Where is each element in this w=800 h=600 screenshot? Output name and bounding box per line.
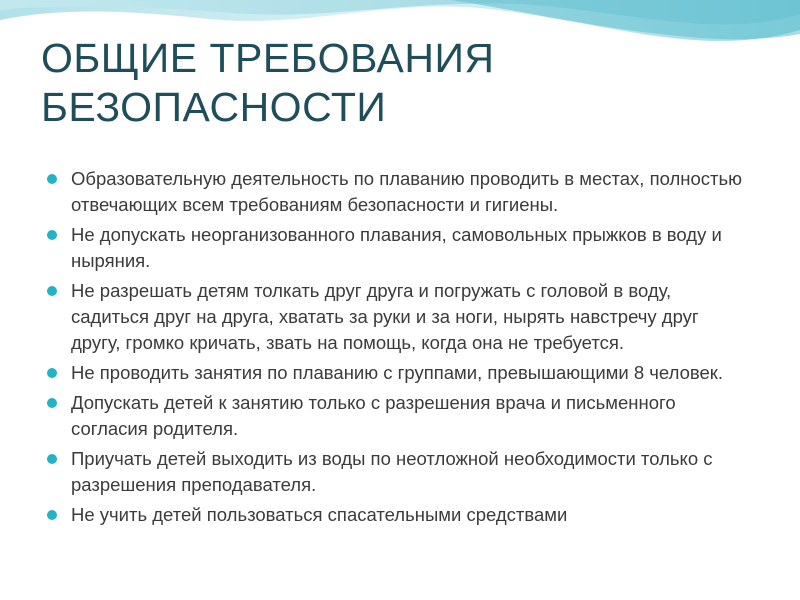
bullet-dot-icon xyxy=(47,398,57,408)
bullet-dot-icon xyxy=(47,368,57,378)
bullet-item xyxy=(47,360,747,386)
title-line-1: ОБЩИЕ ТРЕБОВАНИЯ xyxy=(41,35,495,81)
bullet-dot-icon xyxy=(47,286,57,296)
bullet-item xyxy=(47,278,747,356)
bullet-text: Не разрешать детям толкать друг друга и погружать с головой в воду, садиться друг на друга, хватать за руки и за ноги, нырять навстречу друг другу, громко кричать, звать на помощь, когда она не требуется. xyxy=(71,280,699,353)
bullet-item xyxy=(47,446,747,498)
bullet-item xyxy=(47,166,747,218)
bullet-text: Не проводить занятия по плаванию с группами, превышающими 8 человек. xyxy=(71,362,724,383)
bullet-item xyxy=(47,502,747,528)
bullet-text: Не допускать неорганизованного плавания, самовольных прыжков в воду и ныряния. xyxy=(71,224,722,271)
bullet-text: Образовательную деятельность по плаванию проводить в местах, полностью отвечающих всем требованиям безопасности и гигиены. xyxy=(71,168,743,215)
bullet-item xyxy=(47,390,747,442)
bullet-dot-icon xyxy=(47,230,57,240)
bullet-text: Допускать детей к занятию только с разрешения врача и письменного согласия родителя. xyxy=(71,392,676,439)
title-line-2: БЕЗОПАСНОСТИ xyxy=(41,84,387,130)
bullet-item xyxy=(47,222,747,274)
slide-title xyxy=(41,34,741,132)
bullet-dot-icon xyxy=(47,174,57,184)
bullet-list xyxy=(47,166,747,532)
bullet-dot-icon xyxy=(47,510,57,520)
bullet-dot-icon xyxy=(47,454,57,464)
bullet-text: Приучать детей выходить из воды по неотложной необходимости только с разрешения преподавателя. xyxy=(71,448,713,495)
bullet-text: Не учить детей пользоваться спасательными средствами xyxy=(71,504,568,525)
